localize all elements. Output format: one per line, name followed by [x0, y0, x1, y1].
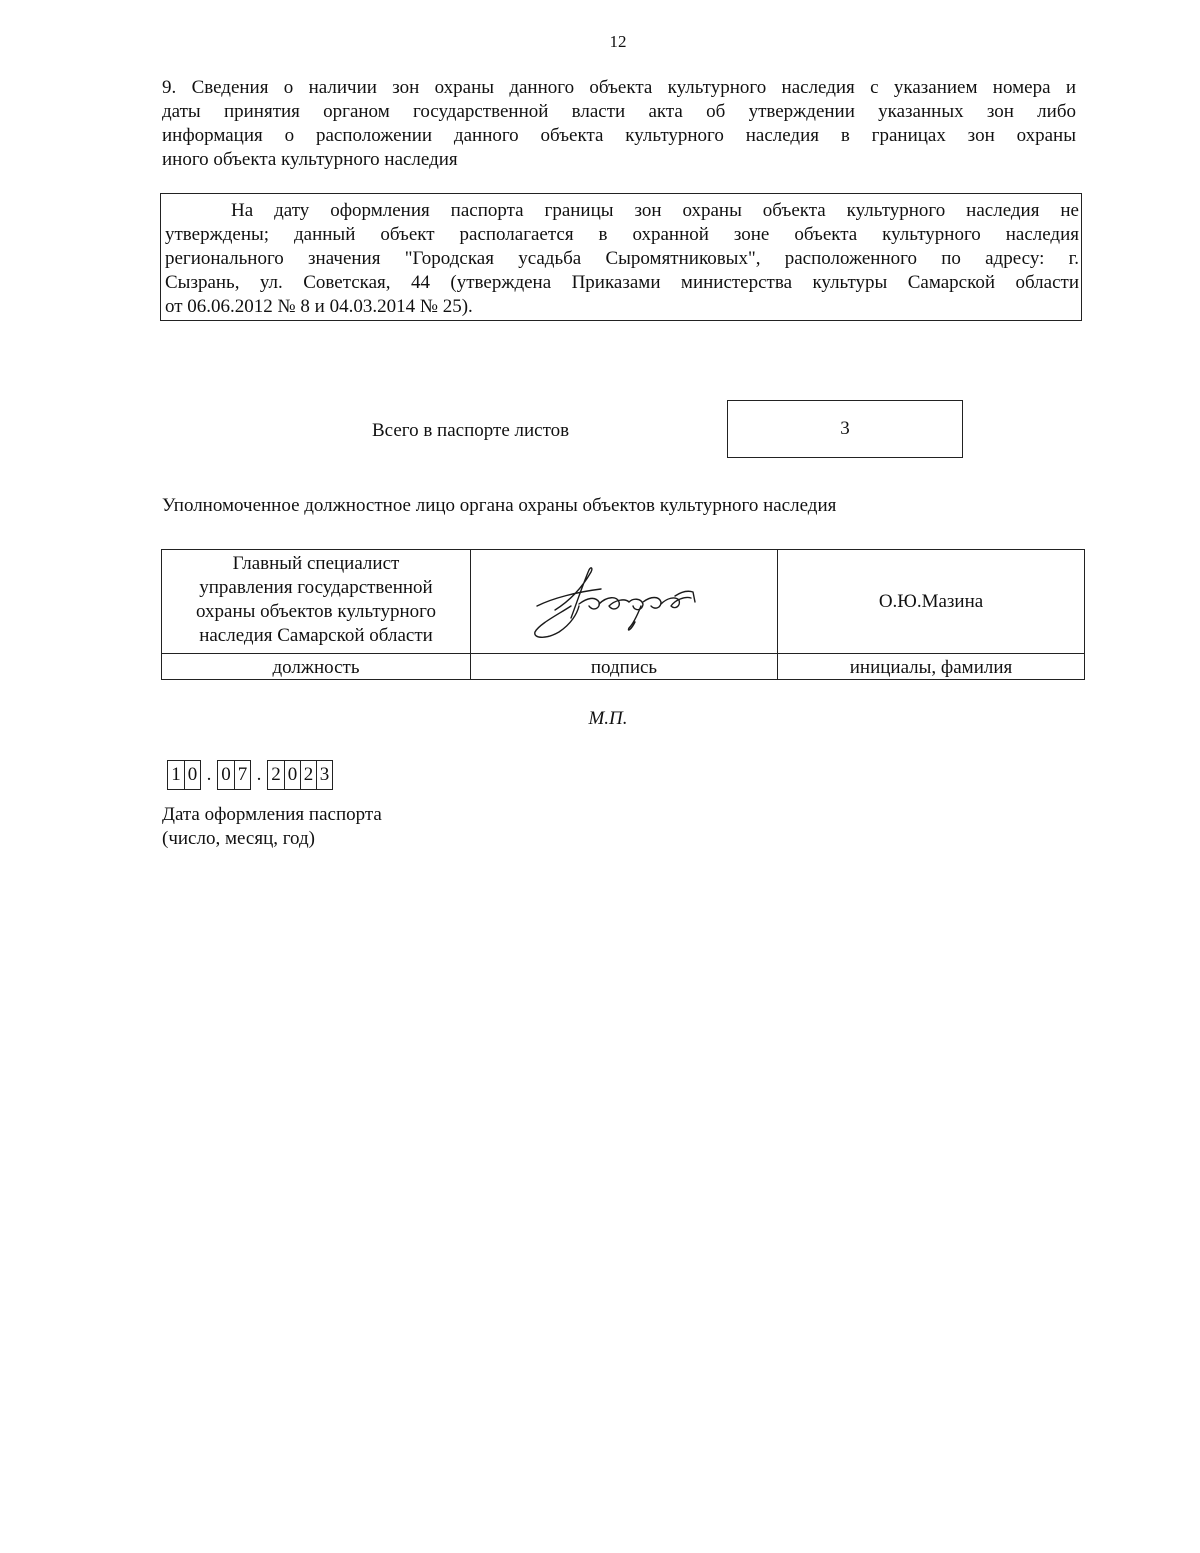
date-digit: 1	[171, 764, 181, 785]
section-9-line: 9. Сведения о наличии зон охраны данного объекта культурного наследия с указанием номера и	[162, 77, 1076, 98]
date-digit: 0	[184, 761, 200, 789]
date-digit: 2	[271, 764, 281, 785]
caption-name: инициалы, фамилия	[849, 657, 1013, 678]
date-separator: .	[256, 764, 262, 785]
date-caption	[162, 803, 382, 851]
date-digit: 0	[284, 761, 300, 789]
official-name: О.Ю.Мазина	[878, 591, 984, 612]
zone-box-line: На дату оформления паспорта границы зон охраны объекта культурного наследия не	[231, 200, 1079, 221]
section-9-line: информация о расположении данного объекта культурного наследия в границах зон охраны	[162, 125, 1076, 146]
section-9-line: иного объекта культурного наследия	[162, 149, 458, 170]
stamp-place-mark: М.П.	[588, 708, 628, 729]
position-line: охраны объектов культурного	[196, 601, 436, 622]
date-day-group	[167, 760, 201, 790]
zone-box-line: утверждены; данный объект располагается в охранной зоне объекта культурного наследия	[165, 224, 1079, 245]
section-9-line: даты принятия органом государственной власти акта об утверждении указанных зон либо	[162, 101, 1076, 122]
authorized-official-title: Уполномоченное должностное лицо органа охраны объектов культурного наследия	[162, 495, 837, 516]
position-cell	[162, 552, 470, 648]
passport-date-field	[167, 759, 333, 791]
position-line: Главный специалист	[232, 553, 400, 574]
date-digit: 7	[234, 761, 250, 789]
position-line: наследия Самарской области	[199, 625, 433, 646]
date-month-group	[217, 760, 251, 790]
position-line: управления государственной	[199, 577, 433, 598]
protection-zone-box	[160, 193, 1082, 321]
sheets-count-box	[727, 400, 963, 458]
zone-box-line: регионального значения "Городская усадьба Сыромятниковых", расположенного по адресу: г.	[165, 248, 1079, 269]
date-caption-line: Дата оформления паспорта	[162, 804, 382, 825]
handwritten-signature	[525, 562, 715, 642]
date-digit: 2	[300, 761, 316, 789]
caption-position: должность	[272, 657, 360, 678]
date-caption-line: (число, месяц, год)	[162, 828, 316, 849]
date-separator: .	[206, 764, 212, 785]
date-digit: 3	[316, 761, 332, 789]
sheets-count-label: Всего в паспорте листов	[372, 420, 570, 441]
sheets-count-value: 3	[840, 418, 850, 439]
date-year-group	[267, 760, 333, 790]
caption-signature: подпись	[590, 657, 658, 678]
name-cell	[778, 550, 1084, 654]
section-9-heading	[162, 76, 1076, 172]
zone-box-line: от 06.06.2012 № 8 и 04.03.2014 № 25).	[165, 296, 473, 317]
page-number: 12	[609, 32, 627, 51]
zone-box-line: Сызрань, ул. Советская, 44 (утверждена Приказами министерства культуры Самарской области	[165, 272, 1079, 293]
date-digit: 0	[221, 764, 231, 785]
